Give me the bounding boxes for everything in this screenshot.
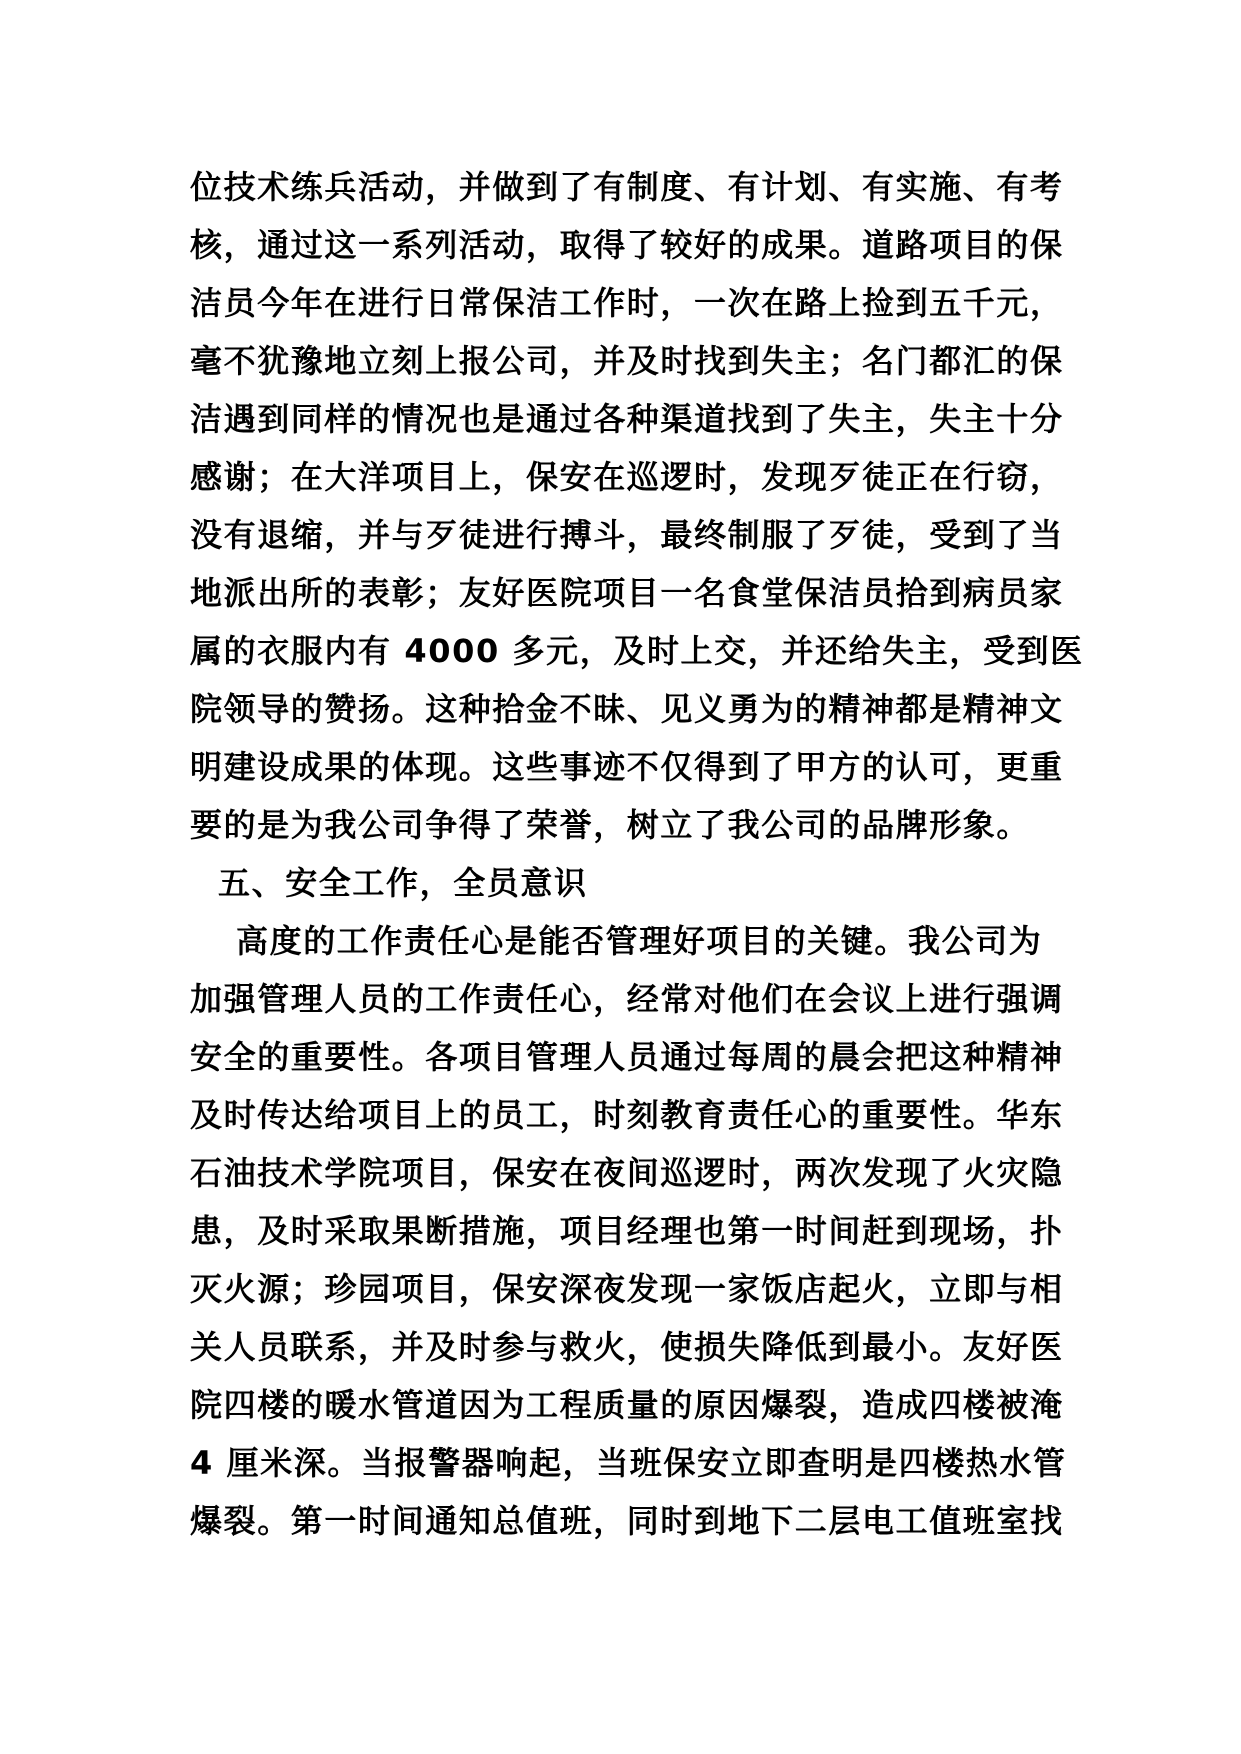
text-line: 属的衣服内有 4000 多元，及时上交，并还给失主，受到医 <box>190 632 1084 670</box>
text-line: 洁遇到同样的情况也是通过各种渠道找到了失主，失主十分 <box>190 400 1064 438</box>
text-line: 地派出所的表彰；友好医院项目一名食堂保洁员拾到病员家 <box>190 574 1064 612</box>
text-line: 核，通过这一系列活动，取得了较好的成果。道路项目的保 <box>190 226 1064 264</box>
text-line: 加强管理人员的工作责任心，经常对他们在会议上进行强调 <box>190 980 1064 1018</box>
text-line: 感谢；在大洋项目上，保安在巡逻时，发现歹徒正在行窃， <box>190 458 1064 496</box>
text-line: 灭火源；珍园项目，保安深夜发现一家饭店起火，立即与相 <box>190 1270 1064 1308</box>
section-heading: 五、安全工作，全员意识 <box>218 864 588 902</box>
text-line: 院领导的赞扬。这种拾金不昧、见义勇为的精神都是精神文 <box>190 690 1064 728</box>
text-line: 位技术练兵活动，并做到了有制度、有计划、有实施、有考 <box>190 168 1064 206</box>
text-line: 患，及时采取果断措施，项目经理也第一时间赶到现场，扑 <box>190 1212 1064 1250</box>
text-line: 安全的重要性。各项目管理人员通过每周的晨会把这种精神 <box>190 1038 1064 1076</box>
text-line: 石油技术学院项目，保安在夜间巡逻时，两次发现了火灾隐 <box>190 1154 1064 1192</box>
text-line: 爆裂。第一时间通知总值班，同时到地下二层电工值班室找 <box>190 1502 1064 1540</box>
text-line: 4 厘米深。当报警器响起，当班保安立即查明是四楼热水管 <box>190 1444 1067 1482</box>
text-line: 明建设成果的体现。这些事迹不仅得到了甲方的认可，更重 <box>190 748 1064 786</box>
text-line: 及时传达给项目上的员工，时刻教育责任心的重要性。华东 <box>190 1096 1064 1134</box>
text-line: 毫不犹豫地立刻上报公司，并及时找到失主；名门都汇的保 <box>190 342 1064 380</box>
text-line: 洁员今年在进行日常保洁工作时，一次在路上捡到五千元， <box>190 284 1064 322</box>
text-line: 没有退缩，并与歹徒进行搏斗，最终制服了歹徒，受到了当 <box>190 516 1064 554</box>
text-line: 关人员联系，并及时参与救火，使损失降低到最小。友好医 <box>190 1328 1064 1366</box>
body-text <box>190 158 1084 1550</box>
text-line: 院四楼的暖水管道因为工程质量的原因爆裂，造成四楼被淹 <box>190 1386 1064 1424</box>
paragraph-first-line: 高度的工作责任心是能否管理好项目的关键。我公司为 <box>236 922 1043 960</box>
text-line: 要的是为我公司争得了荣誉，树立了我公司的品牌形象。 <box>190 806 1031 844</box>
